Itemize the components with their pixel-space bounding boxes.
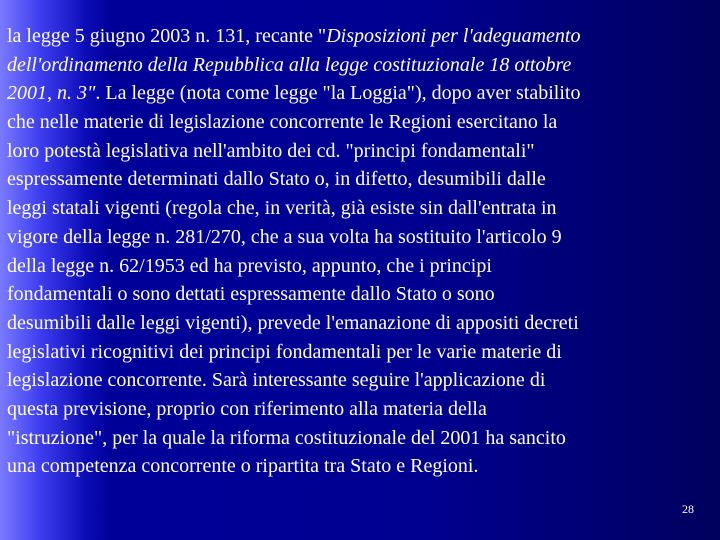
- text-line: [7, 280, 707, 309]
- italic-text-segment: dell'ordinamento della Repubblica alla legge costituzionale 18 ottobre: [7, 53, 572, 76]
- text-segment: della legge n. 62/1953 ed ha previsto, appunto, che i principi: [7, 254, 492, 277]
- slide-body-text: [7, 22, 707, 481]
- text-segment: legislazione concorrente. Sarà interessante seguire l'applicazione di: [7, 369, 546, 392]
- text-segment: fondamentali o sono dettati espressamente dallo Stato o sono: [7, 283, 495, 306]
- text-segment: "istruzione", per la quale la riforma costituzionale del 2001 ha sancito: [7, 426, 566, 449]
- text-segment: . La legge (nota come legge "la Loggia"), dopo aver stabilito: [95, 82, 581, 105]
- text-segment: espressamente determinati dallo Stato o, in difetto, desumibili dalle: [7, 168, 546, 191]
- text-line: [7, 79, 707, 108]
- text-line: [7, 366, 707, 395]
- text-line: [7, 223, 707, 252]
- text-segment: desumibili dalle leggi vigenti), prevede l'emanazione di appositi decreti: [7, 311, 579, 334]
- text-line: [7, 165, 707, 194]
- text-segment: che nelle materie di legislazione concorrente le Regioni esercitano la: [7, 111, 558, 134]
- text-segment: leggi statali vigenti (regola che, in verità, già esiste sin dall'entrata in: [7, 197, 557, 220]
- text-line: [7, 137, 707, 166]
- italic-text-segment: 2001, n. 3": [7, 82, 96, 105]
- text-line: [7, 252, 707, 281]
- page-number: 28: [682, 502, 694, 516]
- italic-text-segment: Disposizioni per l'adeguamento: [326, 25, 581, 47]
- text-line: [7, 424, 707, 453]
- text-segment: legislativi ricognitivi dei principi fondamentali per le varie materie di: [7, 340, 562, 363]
- text-line: [7, 395, 707, 424]
- text-segment: questa previsione, proprio con riferimento alla materia della: [7, 397, 487, 420]
- text-segment: una competenza concorrente o ripartita tra Stato e Regioni.: [7, 455, 479, 478]
- text-line: [7, 338, 707, 367]
- text-line: [7, 22, 707, 51]
- text-segment: la legge 5 giugno 2003 n. 131, recante ": [7, 25, 327, 47]
- text-line: [7, 452, 707, 481]
- text-line: [7, 309, 707, 338]
- text-line: [7, 194, 707, 223]
- text-segment: loro potestà legislativa nell'ambito dei cd. "principi fondamentali": [7, 139, 535, 162]
- text-line: [7, 108, 707, 137]
- text-segment: vigore della legge n. 281/270, che a sua volta ha sostituito l'articolo 9: [7, 225, 562, 248]
- text-line: [7, 51, 707, 80]
